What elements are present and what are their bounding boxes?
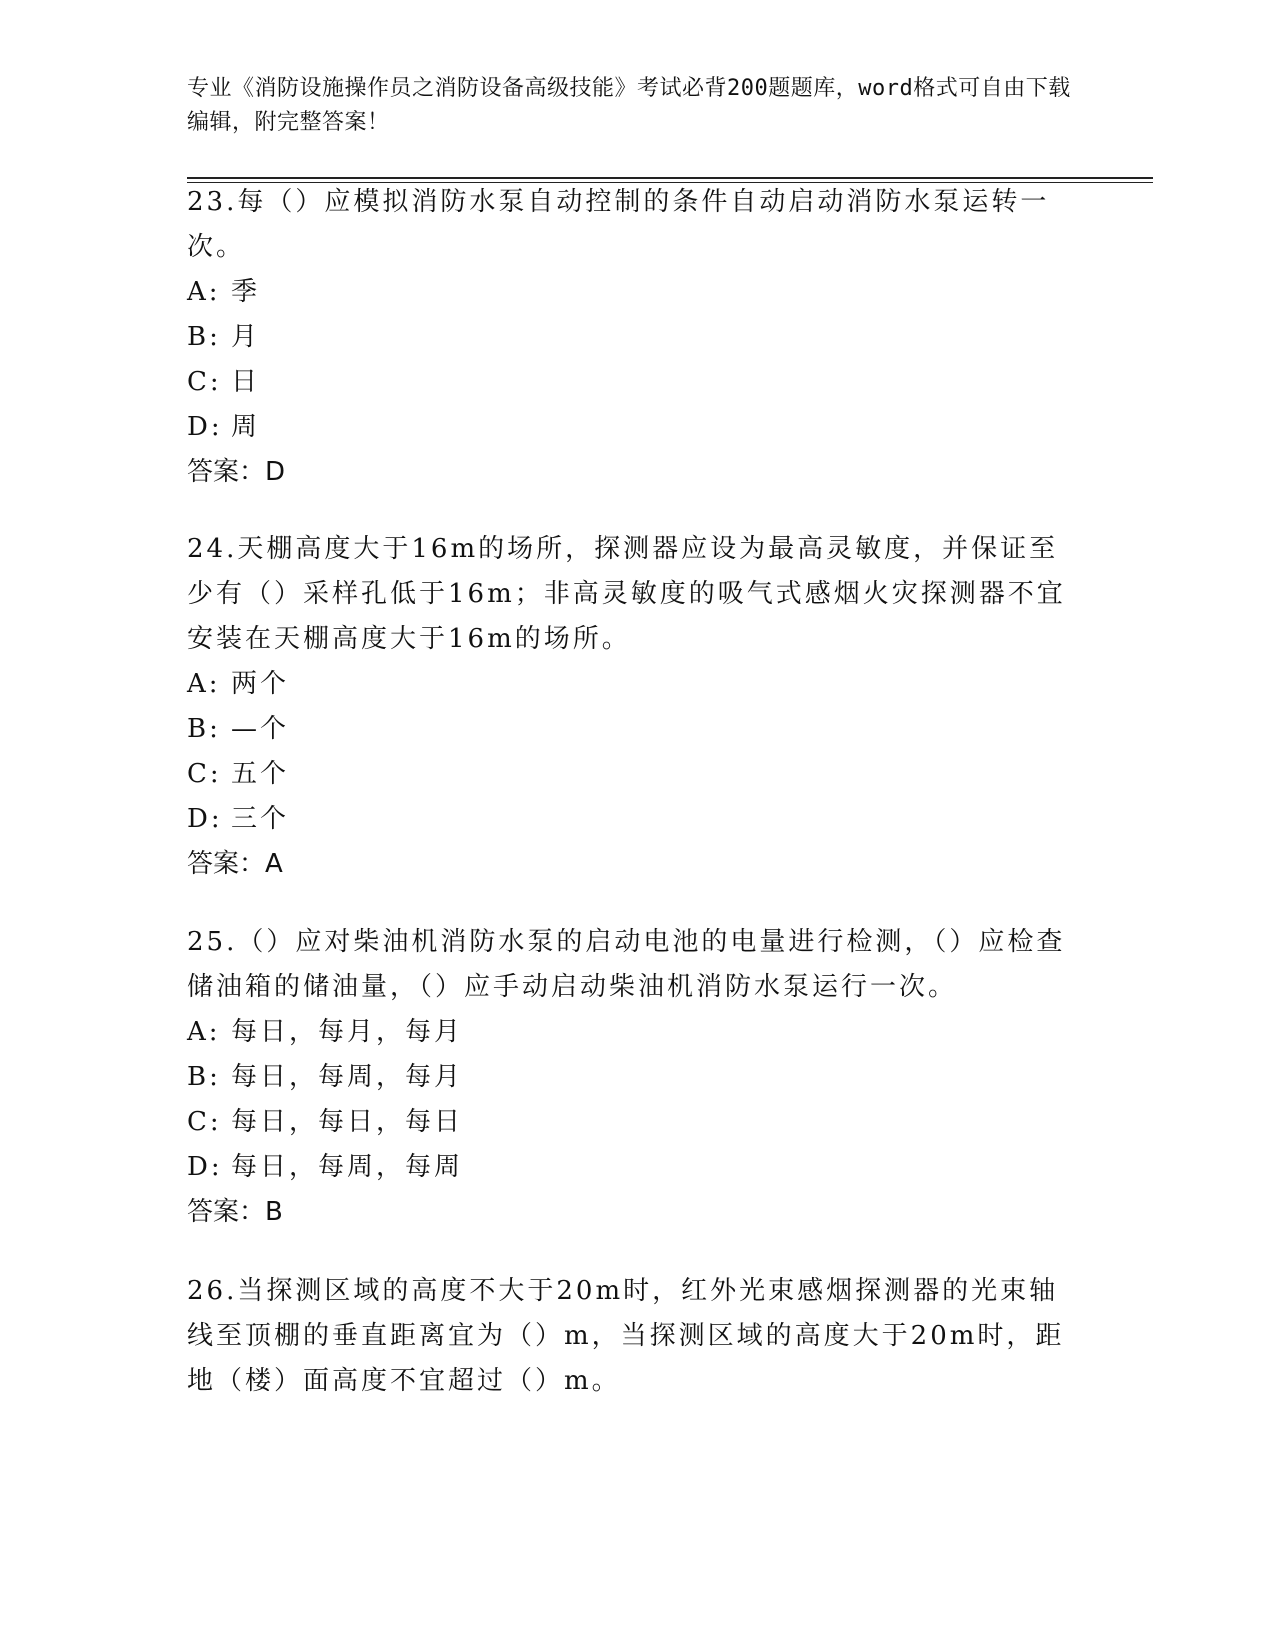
question-text: 每（）应模拟消防水泵自动控制的条件自动启动消防水泵运转一次。 [187, 187, 1050, 262]
option-b [187, 707, 1087, 752]
option-text: 每日，每月，每月 [231, 1017, 464, 1047]
question-stem [187, 920, 1087, 1010]
option-a [187, 1010, 1087, 1055]
option-text: 月 [231, 322, 261, 352]
option-text: 每日，每周，每月 [231, 1062, 464, 1092]
option-key: D: [187, 1152, 223, 1182]
question-23 [187, 180, 1087, 495]
option-key: B: [187, 322, 221, 352]
option-b [187, 1055, 1087, 1100]
option-d [187, 797, 1087, 842]
option-key: A: [187, 1017, 221, 1047]
option-text: —个 [231, 714, 290, 744]
option-text: 日 [231, 367, 261, 397]
answer-line: 答案：D [187, 457, 286, 487]
option-text: 三个 [231, 804, 290, 834]
option-c [187, 1100, 1087, 1145]
option-text: 五个 [231, 759, 290, 789]
option-key: B: [187, 714, 221, 744]
option-key: D: [187, 804, 223, 834]
option-key: B: [187, 1062, 221, 1092]
option-c [187, 360, 1087, 405]
option-text: 季 [231, 277, 261, 307]
question-text: 当探测区域的高度不大于20m时，红外光束感烟探测器的光束轴线至顶棚的垂直距离宜为（）m，当探测区域的高度大于20m时，距地（楼）面高度不宜超过（）m。 [187, 1276, 1065, 1396]
question-stem [187, 180, 1087, 270]
question-26 [187, 1269, 1087, 1404]
option-key: C: [187, 759, 222, 789]
header-rule-thick [187, 177, 1153, 179]
question-number: 24. [187, 534, 238, 564]
question-number: 23. [187, 187, 238, 217]
question-text: （）应对柴油机消防水泵的启动电池的电量进行检测，（）应检查储油箱的储油量，（）应手动启动柴油机消防水泵运行一次。 [187, 927, 1066, 1002]
option-a [187, 270, 1087, 315]
option-key: A: [187, 277, 221, 307]
option-a [187, 662, 1087, 707]
option-text: 每日，每周，每周 [231, 1152, 464, 1182]
question-number: 25. [187, 927, 238, 957]
option-text: 每日，每日，每日 [231, 1107, 464, 1137]
option-b [187, 315, 1087, 360]
answer-line: 答案：B [187, 1197, 283, 1227]
option-c [187, 752, 1087, 797]
option-key: C: [187, 367, 222, 397]
answer-line: 答案：A [187, 849, 283, 879]
option-key: C: [187, 1107, 222, 1137]
option-d [187, 405, 1087, 450]
question-24 [187, 527, 1087, 887]
question-text: 天棚高度大于16m的场所，探测器应设为最高灵敏度，并保证至少有（）采样孔低于16m；非高灵敏度的吸气式感烟火灾探测器不宜安装在天棚高度大于16m的场所。 [187, 534, 1066, 654]
question-25 [187, 920, 1087, 1235]
option-text: 周 [231, 412, 261, 442]
question-stem [187, 1269, 1087, 1404]
question-stem [187, 527, 1087, 662]
option-text: 两个 [231, 669, 290, 699]
option-d [187, 1145, 1087, 1190]
document-header: 专业《消防设施操作员之消防设备高级技能》考试必背200题题库，word格式可自由下载编辑，附完整答案！ [187, 76, 1071, 135]
option-key: D: [187, 412, 223, 442]
question-number: 26. [187, 1276, 238, 1306]
option-key: A: [187, 669, 221, 699]
